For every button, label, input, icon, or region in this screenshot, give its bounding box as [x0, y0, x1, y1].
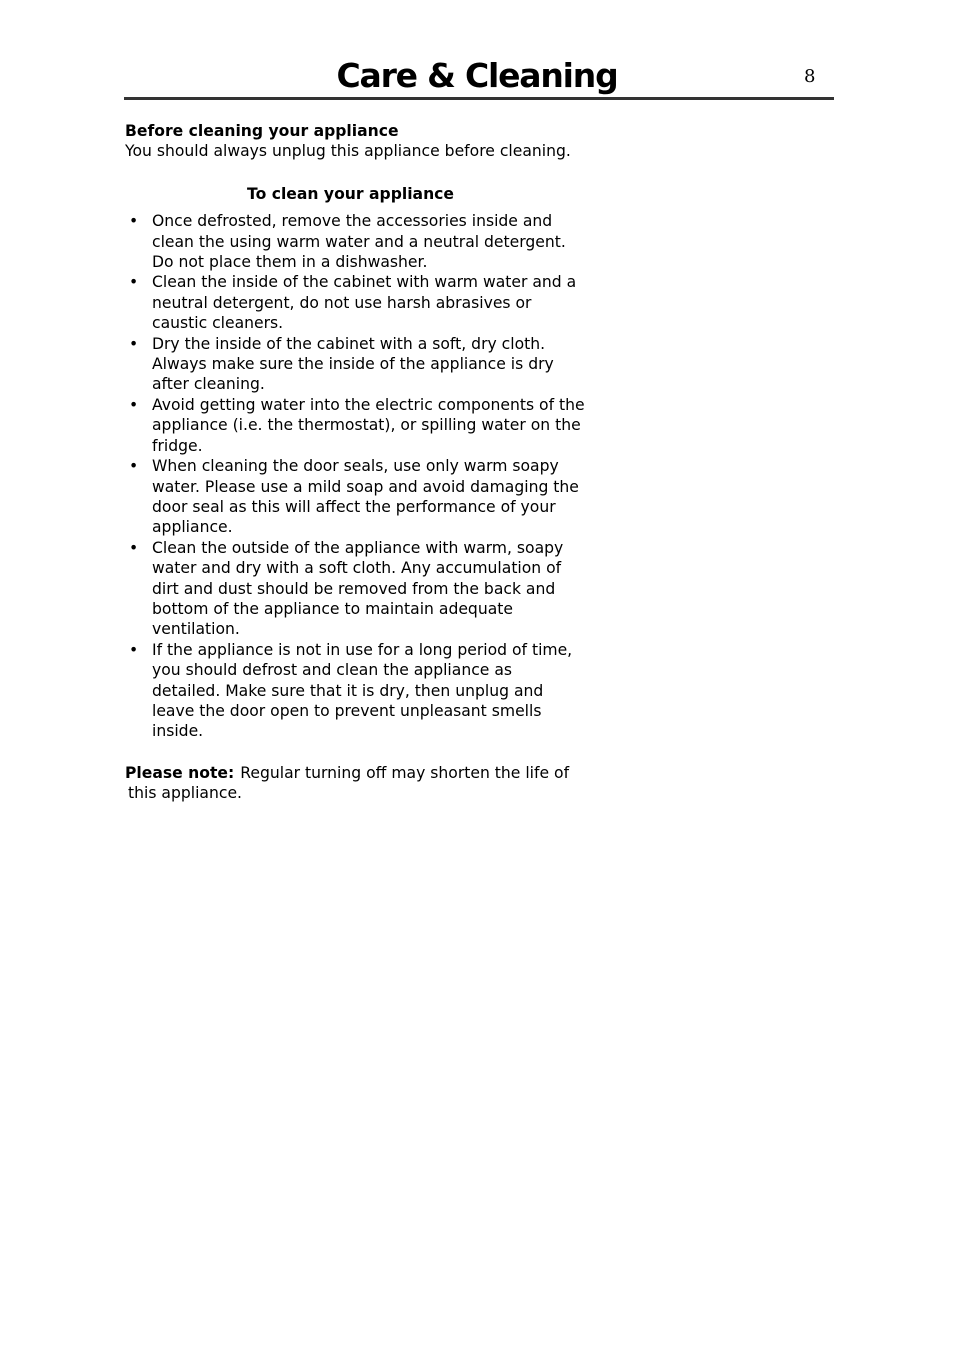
bullet-icon: • — [129, 457, 139, 476]
bullet-icon: • — [129, 212, 139, 231]
note-text-continued: this appliance. — [128, 784, 242, 803]
list-item — [125, 211, 585, 272]
page-title: Care & Cleaning — [336, 56, 618, 95]
main-content — [125, 121, 585, 804]
list-item-text: Clean the inside of the cabinet with warm water and a neutral detergent, do not use harsh abrasives or caustic cleaners. — [152, 273, 577, 333]
list-item-text: Once defrosted, remove the accessories inside and clean the using warm water and a neutral detergent. Do not place them in a dishwasher. — [152, 212, 566, 272]
page-number: 8 — [804, 66, 816, 87]
title-divider — [124, 97, 834, 100]
list-item-text: If the appliance is not in use for a long period of time, you should defrost and clean the appliance as detailed. Make sure that it is dry, then unplug and leave the door open to prevent unpleasant smells inside. — [152, 640, 573, 741]
bullet-icon: • — [129, 395, 139, 414]
list-item-text: Clean the outside of the appliance with warm, soapy water and dry with a soft cloth. Any accumulation of dirt and dust should be removed from the back and bottom of the appliance to maintain adequate ventilation. — [152, 538, 564, 639]
before-cleaning-text: You should always unplug this appliance before cleaning. — [125, 142, 571, 161]
before-cleaning-heading: Before cleaning your appliance — [125, 122, 399, 140]
note-text: Regular turning off may shorten the life of — [240, 763, 570, 782]
cleaning-instructions-list — [125, 211, 585, 742]
bullet-icon: • — [129, 334, 139, 353]
list-item-text: When cleaning the door seals, use only warm soapy water. Please use a mild soap and avoid damaging the door seal as this will affect the performance of your appliance. — [152, 457, 579, 537]
bullet-icon: • — [129, 640, 139, 659]
list-item-text: Dry the inside of the cabinet with a soft, dry cloth. Always make sure the inside of the appliance is dry after cleaning. — [152, 334, 554, 394]
to-clean-heading: To clean your appliance — [247, 184, 455, 203]
list-item — [125, 538, 585, 640]
bullet-icon: • — [129, 273, 139, 292]
bullet-icon: • — [129, 538, 139, 557]
list-item-text: Avoid getting water into the electric components of the appliance (i.e. the thermostat), or spilling water on the fridge. — [152, 395, 585, 455]
list-item — [125, 334, 585, 395]
list-item — [125, 272, 585, 333]
list-item — [125, 395, 585, 456]
list-item — [125, 456, 585, 538]
list-item — [125, 640, 585, 742]
please-note — [125, 763, 585, 804]
note-label: Please note: — [125, 763, 235, 782]
